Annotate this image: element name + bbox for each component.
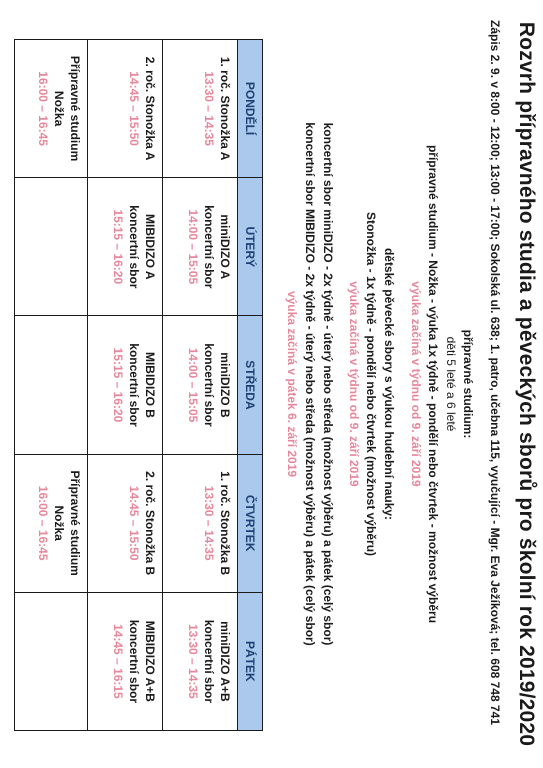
day-header: PONDĚLÍ [238, 40, 263, 178]
lesson-label: 2. roč. Stonožka A [143, 56, 157, 161]
schedule-row [163, 40, 238, 731]
lesson-label: MIBIDIZO A [143, 214, 157, 280]
schedule-body [15, 40, 238, 731]
choirs-heading: dětské pěvecké sbory s výukou hudební nauky: [382, 247, 396, 521]
lesson-time: 16:00 – 16:45 [36, 71, 50, 146]
lesson-time: 13:30 – 14:35 [186, 624, 200, 699]
schedule-cell [163, 316, 238, 454]
preparatory-course: přípravné studium - Nožka - výuka 1x týdně - pondělí nebo čtvrtek - možnost výběru [426, 144, 440, 624]
lesson-label: MIBIDIZO B [143, 351, 157, 418]
schedule-cell [163, 178, 238, 316]
schedule-table [14, 39, 263, 731]
lesson-label: Přípravné studium [68, 470, 82, 576]
lesson-time: 15:15 – 16:20 [111, 347, 125, 423]
lesson-label: Nožka [52, 505, 66, 541]
preparatory-age: děti 5 leté a 6 leté [444, 336, 458, 432]
lesson-time: 14:00 – 15:05 [186, 209, 200, 285]
lesson-label: 1. roč. Stonožka B [218, 471, 232, 576]
day-header: PÁTEK [238, 592, 263, 730]
choir-stonozka-start-date: výuka začíná v týdnu od 9. září 2019 [347, 281, 361, 487]
schedule-cell [15, 316, 88, 454]
lesson-time: 16:00 – 16:45 [36, 485, 50, 561]
lesson-time: 14:45 – 15:50 [127, 71, 141, 146]
lesson-time: 14:00 – 15:05 [186, 347, 200, 423]
schedule-cell [163, 40, 238, 178]
schedule-row [88, 40, 163, 731]
lesson-time: 14:45 – 15:50 [127, 485, 141, 561]
lesson-label: MIBIDIZO A+B [143, 620, 157, 702]
enrollment-info: Zápis 2. 9. v 8:00 - 12:00; 13:00 - 17:00; Sokolská ul. 638; 1. patro, učebna 115, vyučující - Mgr. Eva Ježíková; tel. 608 748 741 [488, 20, 502, 726]
schedule-cell [15, 40, 88, 178]
lesson-label: koncertní sbor [127, 205, 141, 289]
lesson-label: miniDIZO A+B [218, 621, 232, 702]
choirs-start-date: výuka začíná v pátek 6. září 2019 [285, 290, 299, 478]
lesson-label: 2. roč. Stonožka B [143, 471, 157, 576]
schedule-cell [88, 40, 163, 178]
lesson-label: 1. roč. Stonožka A [218, 56, 232, 161]
schedule-cell [15, 592, 88, 730]
schedule-header-row [238, 40, 263, 731]
lesson-label: miniDIZO B [218, 352, 232, 418]
document-title: Rozvrh přípravného studia a pěveckých sborů pro školní rok 2019/2020 [515, 21, 538, 747]
lesson-time: 13:30 – 14:35 [202, 71, 216, 146]
lesson-label: koncertní sbor [127, 619, 141, 704]
schedule-cell [163, 454, 238, 592]
choir-stonozka-info: Stonožka - 1x týdně - pondělí nebo čtvrtek (možnost výběru) [364, 211, 378, 557]
schedule-cell [88, 178, 163, 316]
schedule-cell [88, 592, 163, 730]
lesson-label: Přípravné studium [68, 55, 82, 162]
day-header: STŘEDA [238, 316, 263, 454]
lesson-label: koncertní sbor [202, 619, 216, 704]
lesson-time: 15:15 – 16:20 [111, 209, 125, 285]
lesson-label: Nožka [52, 90, 66, 127]
choir-minidizo-info: koncertní sbor miniDIZO - 2x týdně - úterý nebo středa (možnost výběru) a pátek (celý sbor) [321, 122, 335, 646]
lesson-label: koncertní sbor [202, 343, 216, 427]
schedule-cell [88, 454, 163, 592]
lesson-label: koncertní sbor [202, 205, 216, 289]
day-header: ÚTERÝ [238, 178, 263, 316]
schedule-row [15, 40, 88, 731]
schedule-cell [15, 178, 88, 316]
preparatory-start-date: výuka začíná v týdnu od 9. září 2019 [409, 281, 423, 487]
schedule-cell [163, 592, 238, 730]
schedule-cell [15, 454, 88, 592]
preparatory-heading: přípravné studium: [461, 329, 475, 439]
choir-mibidizo-info: koncertní sbor MIBIDIZO - 2x týdně - úterý nebo středa (možnost výběru) a pátek (celý sbor) [303, 122, 317, 646]
schedule-cell [88, 316, 163, 454]
lesson-label: miniDIZO A [218, 214, 232, 280]
lesson-time: 14:45 – 16:15 [111, 624, 125, 699]
lesson-label: koncertní sbor [127, 343, 141, 427]
lesson-time: 13:30 – 14:35 [202, 485, 216, 561]
day-header: ČTVRTEK [238, 454, 263, 592]
